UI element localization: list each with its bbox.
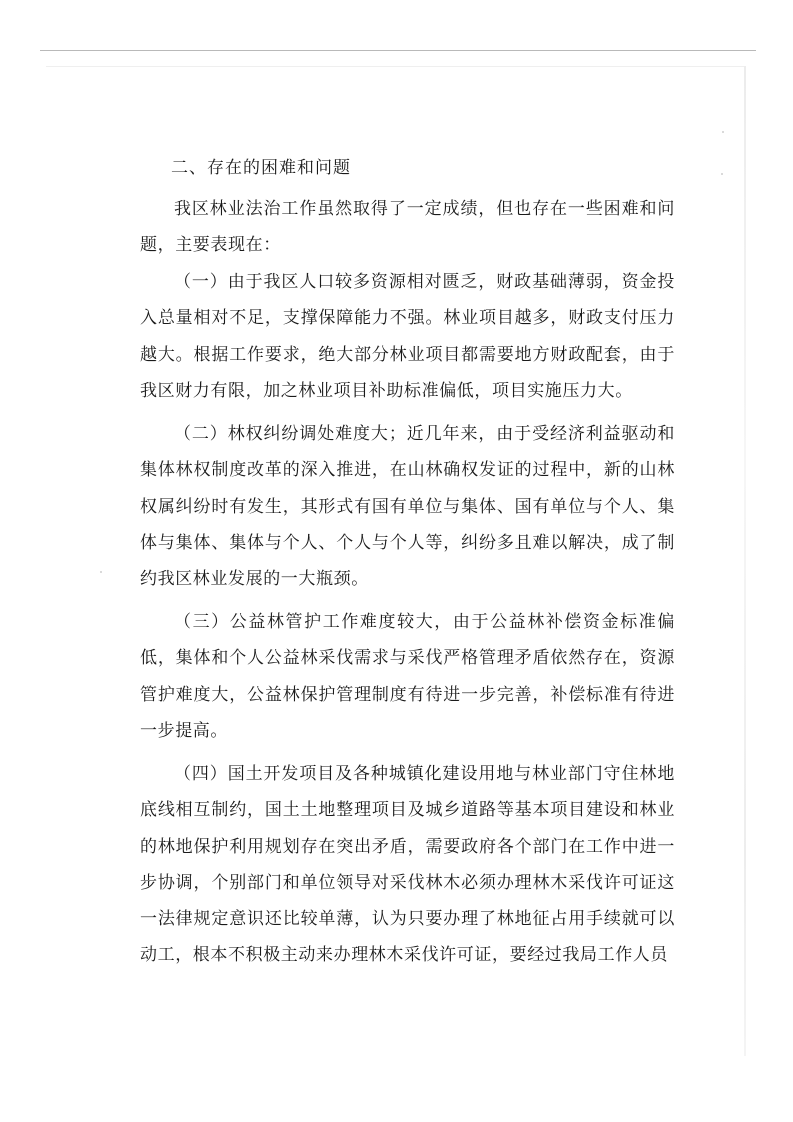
issue-paragraph-4: （四）国土开发项目及各种城镇化建设用地与林业部门守住林地底线相互制约，国土土地整理项目及城乡道路等基本项目建设和林业的林地保护利用规划存在突出矛盾，需要政府各个部门在工作中进一步协调，个别部门和单位领导对采伐林木必须办理林木采伐许可证这一法律规定意识还比较单薄，认为只要办理了林地征占用手续就可以动工，根本不积极主动来办理林木采伐许可证，要经过我局工作人员 [140, 764, 675, 966]
page-top-rule [40, 50, 756, 51]
scan-speck [721, 173, 723, 175]
scan-speck [722, 131, 724, 133]
issue-paragraph-1: （一）由于我区人口较多资源相对匮乏，财政基础薄弱，资金投入总量相对不足，支撑保障能力不强。林业项目越多，财政支付压力越大。根据工作要求，绝大部分林业项目都需要地方财政配套，由于我区财力有限，加之林业项目补助标准偏低，项目实施压力大。 [140, 272, 675, 401]
scan-edge-top [46, 66, 746, 67]
section-heading: 二、存在的困难和问题 [171, 158, 351, 178]
intro-paragraph: 我区林业法治工作虽然取得了一定成绩，但也存在一些困难和问题，主要表现在： [140, 199, 675, 256]
scan-edge-right [744, 66, 746, 1056]
issue-paragraph-2: （二）林权纠纷调处难度大；近几年来，由于受经济利益驱动和集体林权制度改革的深入推进，在山林确权发证的过程中，新的山林权属纠纷时有发生，其形式有国有单位与集体、国有单位与个人、集体与集体、集体与个人、个人与个人等，纠纷多且难以解决，成了制约我区林业发展的一大瓶颈。 [140, 424, 675, 590]
scan-speck [100, 571, 102, 573]
issue-paragraph-3: （三）公益林管护工作难度较大，由于公益林补偿资金标准偏低，集体和个人公益林采伐需求与采伐严格管理矛盾依然存在，资源管护难度大，公益林保护管理制度有待进一步完善，补偿标准有待进一步提高。 [140, 612, 675, 741]
